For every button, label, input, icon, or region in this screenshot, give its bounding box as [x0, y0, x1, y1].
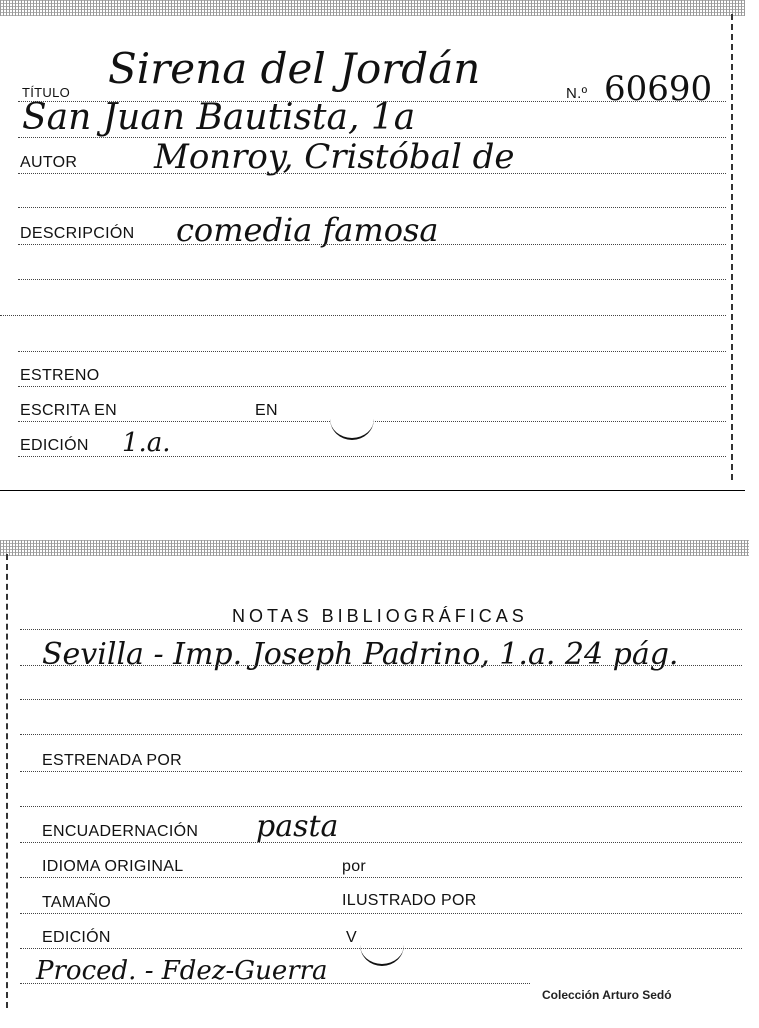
escrita-en-label: ESCRITA EN [20, 402, 117, 419]
estreno-label: ESTRENO [20, 367, 100, 384]
card-bottom-edge-texture [0, 540, 749, 556]
card-bottom-left-edge [6, 554, 11, 1008]
titulo-value: Sirena del Jordán [108, 44, 481, 93]
notas-value: Sevilla - Imp. Joseph Padrino, 1.a. 24 pág. [42, 637, 679, 672]
blank-line-4 [18, 350, 726, 352]
ink-blot-bottom [360, 924, 404, 966]
tamano-label: TAMAÑO [42, 894, 112, 911]
blank-line-3 [0, 314, 726, 316]
descripcion-label: DESCRIPCIÓN [20, 225, 135, 242]
edicion-line-top [18, 455, 726, 457]
procedencia-value: Proced. - Fdez-Guerra [36, 956, 328, 986]
blank-line-1 [18, 206, 726, 208]
autor-value: Monroy, Cristóbal de [154, 137, 515, 177]
autor-label: AUTOR [20, 154, 78, 171]
card-top-right-edge [728, 14, 733, 480]
estrenada-por-label: ESTRENADA POR [42, 752, 182, 769]
catalog-card-top [0, 0, 745, 490]
notas-heading: NOTAS BIBLIOGRÁFICAS [232, 606, 528, 626]
tamano-line [20, 912, 742, 914]
numero-value: 60690 [604, 69, 713, 109]
card-top-edge-texture [0, 0, 745, 16]
card-separator [0, 490, 745, 491]
edicion-line-bottom [20, 947, 742, 949]
descripcion-line [18, 243, 726, 245]
titulo-label: TÍTULO [22, 85, 71, 100]
estreno-line [18, 385, 726, 387]
edicion-label-bottom: EDICIÓN [42, 929, 111, 946]
edicion-label-top: EDICIÓN [20, 437, 89, 454]
blank-line-2 [18, 278, 726, 280]
notas-line-1 [20, 628, 742, 630]
idioma-line [20, 876, 742, 878]
v-label: V [346, 929, 357, 946]
ilustrado-label: ILUSTRADO POR [342, 892, 477, 909]
descripcion-value: comedia famosa [176, 211, 439, 249]
catalog-card-bottom [0, 540, 749, 1018]
collection-credit: Colección Arturo Sedó [542, 988, 672, 1002]
notas-line-4 [20, 733, 742, 735]
numero-label: N.º [566, 85, 588, 102]
idioma-label: IDIOMA ORIGINAL [42, 858, 184, 875]
edicion-value-top: 1.a. [122, 428, 171, 458]
encuadernacion-value: pasta [256, 809, 339, 844]
ink-blot [330, 398, 374, 440]
autor-line [18, 172, 726, 174]
encuadernacion-line [20, 841, 742, 843]
encuadernacion-label: ENCUADERNACIÓN [42, 823, 199, 840]
procedencia-line [20, 982, 530, 984]
notas-line-3 [20, 698, 742, 700]
en-label: EN [255, 402, 278, 419]
titulo-continuation: San Juan Bautista, 1a [22, 97, 416, 138]
notas-line-2 [20, 664, 742, 666]
blank-line-5 [20, 805, 742, 807]
por-label: por [342, 858, 367, 875]
estrenada-line [20, 770, 742, 772]
